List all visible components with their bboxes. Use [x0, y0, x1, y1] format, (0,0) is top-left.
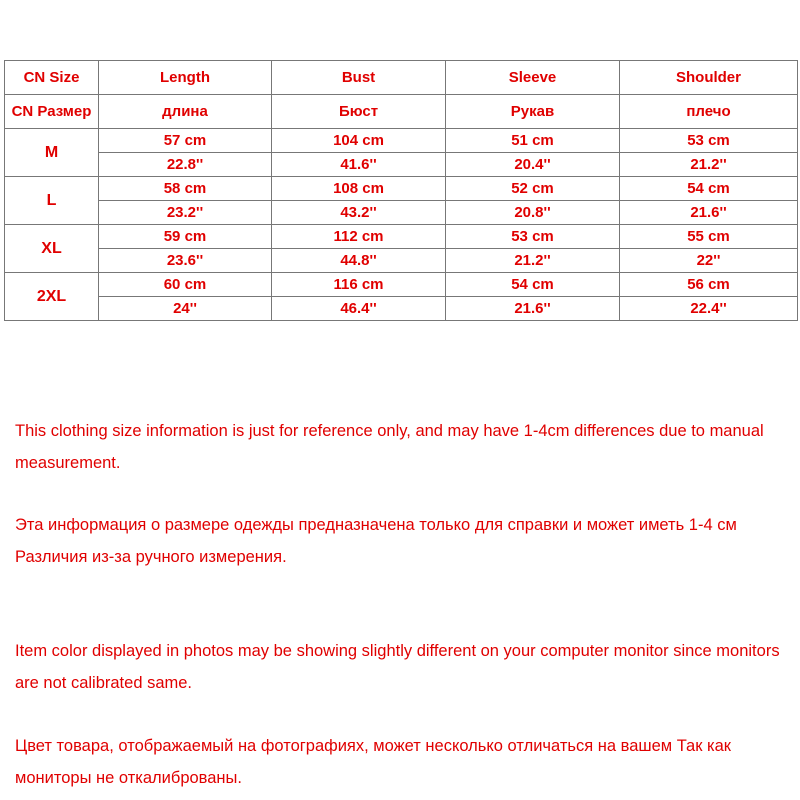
header-shoulder-ru: плечо — [620, 95, 798, 129]
table-row-l-cm — [5, 177, 798, 201]
cell-bust-inch: 46.4'' — [272, 297, 446, 321]
cell-length-inch: 22.8'' — [99, 153, 272, 177]
cell-shoulder-cm: 55 cm — [620, 225, 798, 249]
cell-sleeve-inch: 20.4'' — [446, 153, 620, 177]
cell-shoulder-inch: 22'' — [620, 249, 798, 273]
table-row-2xl-cm — [5, 273, 798, 297]
cell-sleeve-inch: 20.8'' — [446, 201, 620, 225]
cell-sleeve-inch: 21.2'' — [446, 249, 620, 273]
cell-bust-inch: 41.6'' — [272, 153, 446, 177]
size-label-l: L — [5, 177, 99, 225]
header-sleeve-en: Sleeve — [446, 61, 620, 95]
cell-sleeve-cm: 52 cm — [446, 177, 620, 201]
measurement-note-en: This clothing size information is just for reference only, and may have 1-4cm differences due to manual measurement. — [15, 422, 764, 472]
header-length-ru: длина — [99, 95, 272, 129]
cell-sleeve-cm: 53 cm — [446, 225, 620, 249]
header-sleeve-ru: Рукав — [446, 95, 620, 129]
cell-shoulder-inch: 21.6'' — [620, 201, 798, 225]
cell-length-inch: 24'' — [99, 297, 272, 321]
table-row-m-inch — [5, 153, 798, 177]
size-label-xl: XL — [5, 225, 99, 273]
cell-bust-cm: 104 cm — [272, 129, 446, 153]
table-header-row-en — [5, 61, 798, 95]
cell-sleeve-inch: 21.6'' — [446, 297, 620, 321]
cell-length-cm: 60 cm — [99, 273, 272, 297]
cell-bust-cm: 108 cm — [272, 177, 446, 201]
table-header-row-ru — [5, 95, 798, 129]
cell-bust-cm: 112 cm — [272, 225, 446, 249]
cell-length-cm: 58 cm — [99, 177, 272, 201]
cell-shoulder-inch: 21.2'' — [620, 153, 798, 177]
measurement-note-ru: Эта информация о размере одежды предназначена только для справки и может иметь 1-4 см Различия из-за ручного измерения. — [15, 516, 737, 566]
header-size-ru: CN Размер — [5, 95, 99, 129]
cell-bust-cm: 116 cm — [272, 273, 446, 297]
size-label-2xl: 2XL — [5, 273, 99, 321]
cell-length-inch: 23.6'' — [99, 249, 272, 273]
cell-shoulder-cm: 56 cm — [620, 273, 798, 297]
color-note-en: Item color displayed in photos may be showing slightly different on your computer monitor since monitors are not calibrated same. — [15, 642, 780, 692]
cell-shoulder-inch: 22.4'' — [620, 297, 798, 321]
table-row-m-cm — [5, 129, 798, 153]
table-row-xl-cm — [5, 225, 798, 249]
cell-length-inch: 23.2'' — [99, 201, 272, 225]
header-bust-ru: Бюст — [272, 95, 446, 129]
header-shoulder-en: Shoulder — [620, 61, 798, 95]
cell-sleeve-cm: 54 cm — [446, 273, 620, 297]
cell-bust-inch: 43.2'' — [272, 201, 446, 225]
header-bust-en: Bust — [272, 61, 446, 95]
cell-bust-inch: 44.8'' — [272, 249, 446, 273]
size-chart-table — [4, 60, 798, 321]
cell-sleeve-cm: 51 cm — [446, 129, 620, 153]
size-label-m: M — [5, 129, 99, 177]
cell-length-cm: 59 cm — [99, 225, 272, 249]
color-note-ru: Цвет товара, отображаемый на фотографиях, может несколько отличаться на вашем Так как мониторы не откалиброваны. — [15, 737, 732, 787]
header-size-en: CN Size — [5, 61, 99, 95]
header-length-en: Length — [99, 61, 272, 95]
cell-shoulder-cm: 53 cm — [620, 129, 798, 153]
cell-length-cm: 57 cm — [99, 129, 272, 153]
table-row-2xl-inch — [5, 297, 798, 321]
cell-shoulder-cm: 54 cm — [620, 177, 798, 201]
table-row-l-inch — [5, 201, 798, 225]
table-row-xl-inch — [5, 249, 798, 273]
